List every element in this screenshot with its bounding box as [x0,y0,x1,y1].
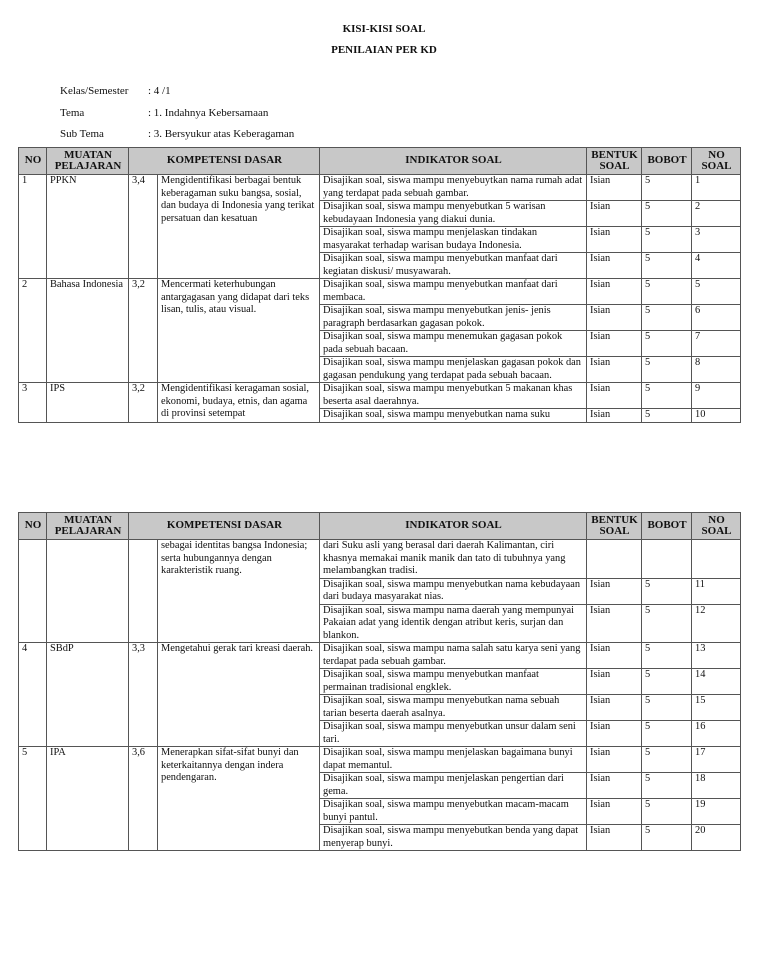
table-header-row [19,513,741,540]
cell-no-soal [692,540,741,579]
header-kompetensi-dasar: KOMPETENSI DASAR [129,148,320,175]
cell-bentuk: Isian [587,825,642,851]
cell-bentuk: Isian [587,604,642,643]
cell-bobot: 5 [642,695,692,721]
meta-value: : 1. Indahnya Kebersamaan [148,107,269,119]
cell-no-soal: 5 [692,279,741,305]
cell-bentuk: Isian [587,253,642,279]
cell-kompetensi-dasar: sebagai identitas bangsa Indonesia; serta hubungannya dengan karakteristik ruang. [158,540,320,643]
cell-no [19,540,47,643]
cell-bentuk: Isian [587,227,642,253]
cell-no-soal: 2 [692,201,741,227]
cell-no-soal: 6 [692,305,741,331]
meta-value: : 4 /1 [148,85,171,97]
cell-kompetensi-dasar: Mencermati keterhubungan antargagasan yang didapat dari teks lisan, tulis, atau visual. [158,279,320,383]
cell-indikator: Disajikan soal, siswa mampu menyebutkan manfaat dari membaca. [320,279,587,305]
meta-value: : 3. Bersyukur atas Keberagaman [148,128,295,140]
cell-bobot: 5 [642,279,692,305]
cell-no-soal: 12 [692,604,741,643]
header-bobot: BOBOT [642,513,692,540]
cell-kd-number [129,540,158,643]
cell-bobot: 5 [642,721,692,747]
table-row [19,279,741,305]
cell-bobot: 5 [642,305,692,331]
cell-kd-number: 3,2 [129,383,158,423]
cell-indikator: Disajikan soal, siswa mampu menyebutkan macam-macam bunyi pantul. [320,799,587,825]
cell-no-soal: 3 [692,227,741,253]
cell-indikator: Disajikan soal, siswa mampu menyebuytkan nama rumah adat yang terdapat pada sebuah gambar. [320,175,587,201]
header-bobot: BOBOT [642,148,692,175]
cell-no: 1 [19,175,47,279]
cell-bentuk: Isian [587,695,642,721]
cell-kd-number: 3,4 [129,175,158,279]
meta-subtema [60,128,294,140]
document-title: KISI-KISI SOAL [342,23,426,35]
cell-bobot: 5 [642,799,692,825]
cell-no-soal: 15 [692,695,741,721]
cell-indikator: Disajikan soal, siswa mampu menyebutkan manfaat dari kegiatan diskusi/ musyawarah. [320,253,587,279]
cell-indikator: Disajikan soal, siswa mampu menyebutkan manfaat permainan tradisional engklek. [320,669,587,695]
cell-bobot: 5 [642,669,692,695]
cell-no-soal: 10 [692,409,741,423]
cell-no: 4 [19,643,47,747]
cell-no-soal: 11 [692,578,741,604]
cell-no-soal: 19 [692,799,741,825]
cell-indikator: Disajikan soal, siswa mampu menjelaskan pengertian dari gema. [320,773,587,799]
cell-bentuk: Isian [587,305,642,331]
cell-bentuk: Isian [587,578,642,604]
cell-indikator: Disajikan soal, siswa mampu nama salah satu karya seni yang terdapat pada sebuah gambar. [320,643,587,669]
table-row [19,383,741,409]
cell-kompetensi-dasar: Mengetahui gerak tari kreasi daerah. [158,643,320,747]
cell-no-soal: 7 [692,331,741,357]
header-bentuk-soal: BENTUK SOAL [587,148,642,175]
header-no-soal: NO SOAL [692,148,741,175]
meta-label: Tema [60,107,85,119]
cell-bentuk: Isian [587,201,642,227]
cell-bentuk: Isian [587,773,642,799]
cell-kd-number: 3,6 [129,747,158,851]
cell-indikator: Disajikan soal, siswa mampu menyebutkan 5 warisan kebudayaan Indonesia yang diakui dunia. [320,201,587,227]
meta-label: Kelas/Semester [60,85,129,97]
cell-muatan: PPKN [47,175,129,279]
cell-indikator: Disajikan soal, siswa mampu nama daerah yang mempunyai Pakaian adat yang identik dengan atribut keris, surjan dan blankon. [320,604,587,643]
cell-kompetensi-dasar: Menerapkan sifat-sifat bunyi dan keterkaitannya dengan indera pendengaran. [158,747,320,851]
cell-no: 3 [19,383,47,423]
cell-indikator: Disajikan soal, siswa mampu menyebutkan benda yang dapat menyerap bunyi. [320,825,587,851]
header-kompetensi-dasar: KOMPETENSI DASAR [129,513,320,540]
cell-bentuk: Isian [587,669,642,695]
table-row [19,643,741,669]
cell-bobot: 5 [642,409,692,423]
header-indikator: INDIKATOR SOAL [320,513,587,540]
cell-bentuk [587,540,642,579]
cell-bobot: 5 [642,773,692,799]
cell-kd-number: 3,2 [129,279,158,383]
header-bentuk-soal: BENTUK SOAL [587,513,642,540]
cell-bentuk: Isian [587,799,642,825]
cell-bentuk: Isian [587,383,642,409]
cell-bobot: 5 [642,825,692,851]
cell-kompetensi-dasar: Mengidentifikasi keragaman sosial, ekonomi, budaya, etnis, dan agama di provinsi setempat [158,383,320,423]
meta-kelas [60,85,171,97]
table-row [19,175,741,201]
cell-bobot: 5 [642,357,692,383]
cell-indikator: Disajikan soal, siswa mampu menyebutkan 5 makanan khas beserta asal daerahnya. [320,383,587,409]
cell-indikator: Disajikan soal, siswa mampu menjelaskan tindakan masyarakat terhadap warisan budaya Indonesia. [320,227,587,253]
cell-no-soal: 17 [692,747,741,773]
cell-bentuk: Isian [587,409,642,423]
cell-no-soal: 18 [692,773,741,799]
cell-bentuk: Isian [587,357,642,383]
cell-bentuk: Isian [587,747,642,773]
document-subtitle: PENILAIAN PER KD [331,44,437,56]
kisi-table-page-1 [18,147,741,423]
table-header-row [19,148,741,175]
cell-indikator: Disajikan soal, siswa mampu menyebutkan unsur dalam seni tari. [320,721,587,747]
cell-indikator: dari Suku asli yang berasal dari daerah Kalimantan, ciri khasnya memakai manik manik dan tato di tubuhnya yang melambangkan tradisi. [320,540,587,579]
cell-no-soal: 4 [692,253,741,279]
cell-bobot: 5 [642,747,692,773]
header-indikator: INDIKATOR SOAL [320,148,587,175]
cell-no-soal: 1 [692,175,741,201]
cell-bentuk: Isian [587,643,642,669]
cell-bobot: 5 [642,604,692,643]
header-no-soal: NO SOAL [692,513,741,540]
header-no: NO [19,148,47,175]
cell-indikator: Disajikan soal, siswa mampu menemukan gagasan pokok pada sebuah bacaan. [320,331,587,357]
cell-kd-number: 3,3 [129,643,158,747]
meta-tema [60,107,268,119]
cell-indikator: Disajikan soal, siswa mampu menjelaskan gagasan pokok dan gagasan pendukung yang terdapat pada sebuah bacaan. [320,357,587,383]
cell-bobot: 5 [642,175,692,201]
cell-bentuk: Isian [587,331,642,357]
cell-no-soal: 16 [692,721,741,747]
cell-muatan: IPA [47,747,129,851]
cell-indikator: Disajikan soal, siswa mampu menyebutkan nama suku [320,409,587,423]
cell-muatan: Bahasa Indonesia [47,279,129,383]
cell-bobot: 5 [642,331,692,357]
cell-bobot [642,540,692,579]
cell-bobot: 5 [642,227,692,253]
cell-bentuk: Isian [587,175,642,201]
cell-indikator: Disajikan soal, siswa mampu menyebutkan jenis- jenis paragraph berdasarkan gagasan pokok. [320,305,587,331]
cell-muatan: SBdP [47,643,129,747]
cell-muatan [47,540,129,643]
header-muatan: MUATAN PELAJARAN [47,513,129,540]
table-row [19,540,741,579]
cell-no-soal: 14 [692,669,741,695]
cell-no-soal: 20 [692,825,741,851]
cell-bentuk: Isian [587,279,642,305]
header-no: NO [19,513,47,540]
cell-no-soal: 9 [692,383,741,409]
cell-indikator: Disajikan soal, siswa mampu menyebutkan nama sebuah tarian beserta daerah asalnya. [320,695,587,721]
header-muatan: MUATAN PELAJARAN [47,148,129,175]
cell-indikator: Disajikan soal, siswa mampu menyebutkan nama kebudayaan dari budaya masyarakat nias. [320,578,587,604]
cell-no-soal: 8 [692,357,741,383]
cell-indikator: Disajikan soal, siswa mampu menjelaskan bagaimana bunyi dapat memantul. [320,747,587,773]
cell-bobot: 5 [642,383,692,409]
cell-muatan: IPS [47,383,129,423]
cell-bobot: 5 [642,578,692,604]
cell-bobot: 5 [642,253,692,279]
kisi-table-page-2 [18,512,741,851]
cell-no-soal: 13 [692,643,741,669]
cell-no: 5 [19,747,47,851]
meta-label: Sub Tema [60,128,104,140]
cell-bobot: 5 [642,201,692,227]
table-row [19,747,741,773]
cell-bobot: 5 [642,643,692,669]
cell-bentuk: Isian [587,721,642,747]
cell-no: 2 [19,279,47,383]
cell-kompetensi-dasar: Mengidentifikasi berbagai bentuk keberagaman suku bangsa, sosial, dan budaya di Indonesia yang terikat persatuan dan kesatuan [158,175,320,279]
